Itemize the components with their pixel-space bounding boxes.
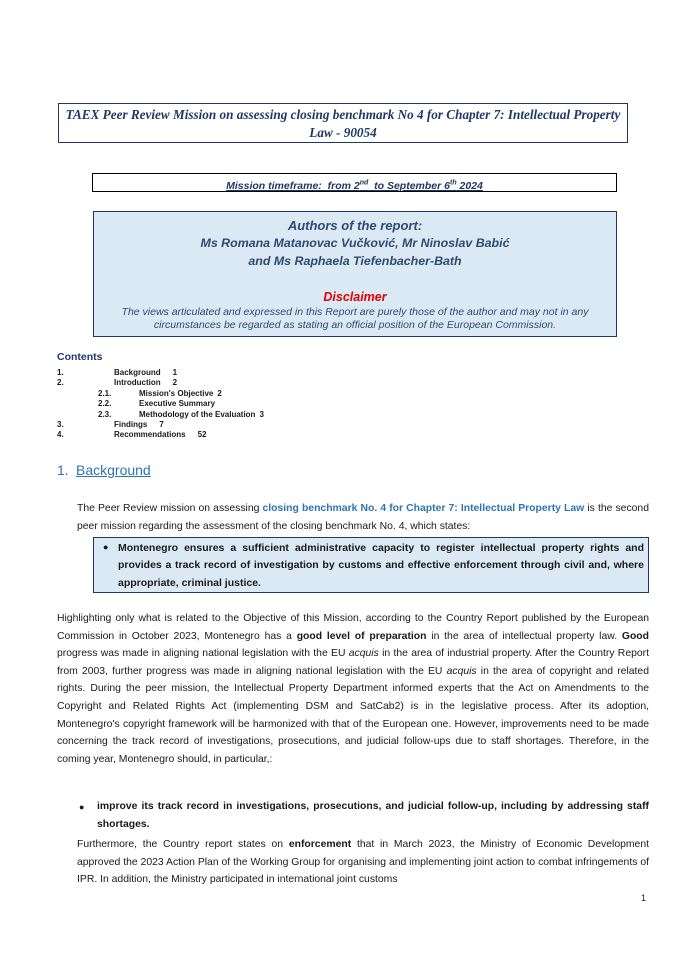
mission-timeframe	[92, 173, 617, 192]
authors-line-2: and Ms Raphaela Tiefenbacher-Bath	[248, 254, 462, 268]
disclaimer-text: The views articulated and expressed in this Report are purely those of the author and may not in any circumstances be regarded as stating an official position of the European Commission.	[121, 306, 589, 331]
toc-item[interactable]: 2.1. Mission's Objective 2	[98, 388, 222, 398]
toc-item[interactable]: 2.3. Methodology of the Evaluation 3	[98, 409, 264, 419]
toc-item[interactable]: 4. Recommendations 52	[57, 430, 207, 440]
benchmark-text: Montenegro ensures a sufficient administrative capacity to register intellectual property rights and provides a track record of investigation by customs and effective enforcement through civil and, where appropriate, criminal justice.	[118, 542, 644, 589]
background-intro: The Peer Review mission on assessing closing benchmark No. 4 for Chapter 7: Intellectual Property Law is the second peer mission regarding the assessment of the closing benchmark No. 4, which states:	[77, 503, 649, 532]
report-title: TAEX Peer Review Mission on assessing closing benchmark No 4 for Chapter 7: Intellectual Property Law - 90054	[58, 103, 628, 143]
toc-item[interactable]: 1. Background 1	[57, 368, 178, 377]
recommendation-bullet: improve its track record in investigations, prosecutions, and judicial follow-up, including by addressing staff shortages.	[97, 801, 649, 830]
bullet-icon: ●	[103, 542, 109, 552]
table-of-contents	[57, 368, 264, 441]
toc-item[interactable]: 3. Findings 7	[57, 419, 164, 429]
bullet-icon: ●	[79, 802, 85, 812]
authors-box	[93, 211, 617, 337]
disclaimer-heading: Disclaimer	[323, 290, 387, 304]
background-paragraph: Highlighting only what is related to the Objective of this Mission, according to the Country Report published by the European Commission in October 2023, Montenegro has a good level of preparation in the area of intellectual property law. Good progress was made in aligning national legislation with the EU acquis in the area of industrial property. After the Country Report from 2003, further progress was made in aligning national legislation with the EU acquis in the area of copyright and related rights. During the peer mission, the Intellectual Property Department informed experts that the Act on Amendments to the Copyright and Related Rights Act (implementing DSM and SatCab2) is in the legislative process. After its adoption, Montenegro's copyright framework will be harmonized with that of the European one. However, improvements need to be made concerning the track record of investigations, prosecutions, and judicial follow-ups due to staff shortages. Therefore, in the coming year, Montenegro should, in particular,:	[57, 613, 649, 765]
authors-line-1: Ms Romana Matanovac Vučković, Mr Ninoslav Babić	[200, 236, 510, 250]
enforcement-paragraph: Furthermore, the Country report states on enforcement that in March 2023, the Ministry of Economic Development approved the 2023 Action Plan of the Working Group for organising and implementing joint action to combat infringements of IPR. In addition, the Ministry participated in international joint customs	[77, 839, 650, 886]
timeframe-text: Mission timeframe: from 2nd to September 6th 2024	[226, 179, 483, 192]
toc-item[interactable]: 2.2. Executive Summary	[98, 399, 216, 409]
contents-heading: Contents	[57, 351, 103, 363]
page-number: 1	[641, 893, 647, 903]
benchmark-box	[93, 537, 649, 593]
authors-heading: Authors of the report:	[287, 218, 423, 233]
toc-item[interactable]: 2. Introduction 2	[57, 378, 178, 388]
section-heading-background: 1. Background	[57, 462, 151, 478]
